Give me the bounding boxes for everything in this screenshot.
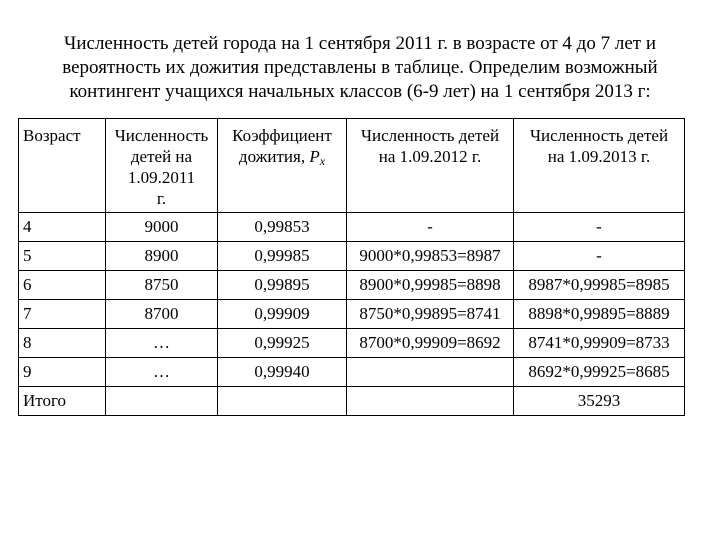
cell-count-2012: 8750*0,99895=8741 (347, 300, 514, 329)
cell-coef: 0,99909 (218, 300, 347, 329)
cell-count-2012: 9000*0,99853=8987 (347, 242, 514, 271)
intro-line-1: Численность детей города на 1 сентября 2011 г. в возрасте от 4 до 7 лет и (64, 33, 656, 54)
cell-count-2013: 8898*0,99895=8889 (514, 300, 685, 329)
cell-count-2011: 8750 (106, 271, 218, 300)
cell-age: 5 (19, 242, 106, 271)
cell-count-2011: 8900 (106, 242, 218, 271)
cell-count-2012: 8900*0,99985=8898 (347, 271, 514, 300)
cell-count-2011: … (106, 329, 218, 358)
total-empty-cell (106, 387, 218, 416)
cell-count-2011: … (106, 358, 218, 387)
cell-coef: 0,99853 (218, 213, 347, 242)
cell-age: 7 (19, 300, 106, 329)
total-row (19, 387, 685, 416)
header-survival-coef: Коэффициент дожития, $P_x$ (218, 119, 347, 213)
cell-count-2012 (347, 358, 514, 387)
table-row (19, 329, 685, 358)
cell-count-2012: - (347, 213, 514, 242)
intro-text (28, 32, 692, 104)
total-empty-cell (347, 387, 514, 416)
header-row (19, 119, 685, 213)
cell-coef: 0,99925 (218, 329, 347, 358)
cell-count-2013: 8987*0,99985=8985 (514, 271, 685, 300)
intro-line-3: контингент учащихся начальных классов (6-9 лет) на 1 сентября 2013 г: (69, 81, 651, 102)
cell-count-2011: 9000 (106, 213, 218, 242)
cell-age: 6 (19, 271, 106, 300)
table-row (19, 358, 685, 387)
cell-age: 4 (19, 213, 106, 242)
header-count-2013: Численность детей на 1.09.2013 г. (514, 119, 685, 213)
cell-count-2012: 8700*0,99909=8692 (347, 329, 514, 358)
table-row (19, 300, 685, 329)
header-age: Возраст (19, 119, 106, 213)
total-label: Итого (19, 387, 106, 416)
cell-count-2013: 8741*0,99909=8733 (514, 329, 685, 358)
header-count-2012: Численность детей на 1.09.2012 г. (347, 119, 514, 213)
total-empty-cell (218, 387, 347, 416)
table-row (19, 242, 685, 271)
cell-count-2013: 8692*0,99925=8685 (514, 358, 685, 387)
cell-coef: 0,99895 (218, 271, 347, 300)
cell-age: 8 (19, 329, 106, 358)
cell-count-2013: - (514, 242, 685, 271)
survival-table (18, 118, 685, 416)
total-value: 35293 (514, 387, 685, 416)
table-row (19, 271, 685, 300)
header-count-2011: Численность детей на 1.09.2011 г. (106, 119, 218, 213)
intro-line-2: вероятность их дожития представлены в таблице. Определим возможный (62, 57, 658, 78)
cell-count-2013: - (514, 213, 685, 242)
cell-coef: 0,99940 (218, 358, 347, 387)
cell-coef: 0,99985 (218, 242, 347, 271)
cell-age: 9 (19, 358, 106, 387)
cell-count-2011: 8700 (106, 300, 218, 329)
table-row (19, 213, 685, 242)
